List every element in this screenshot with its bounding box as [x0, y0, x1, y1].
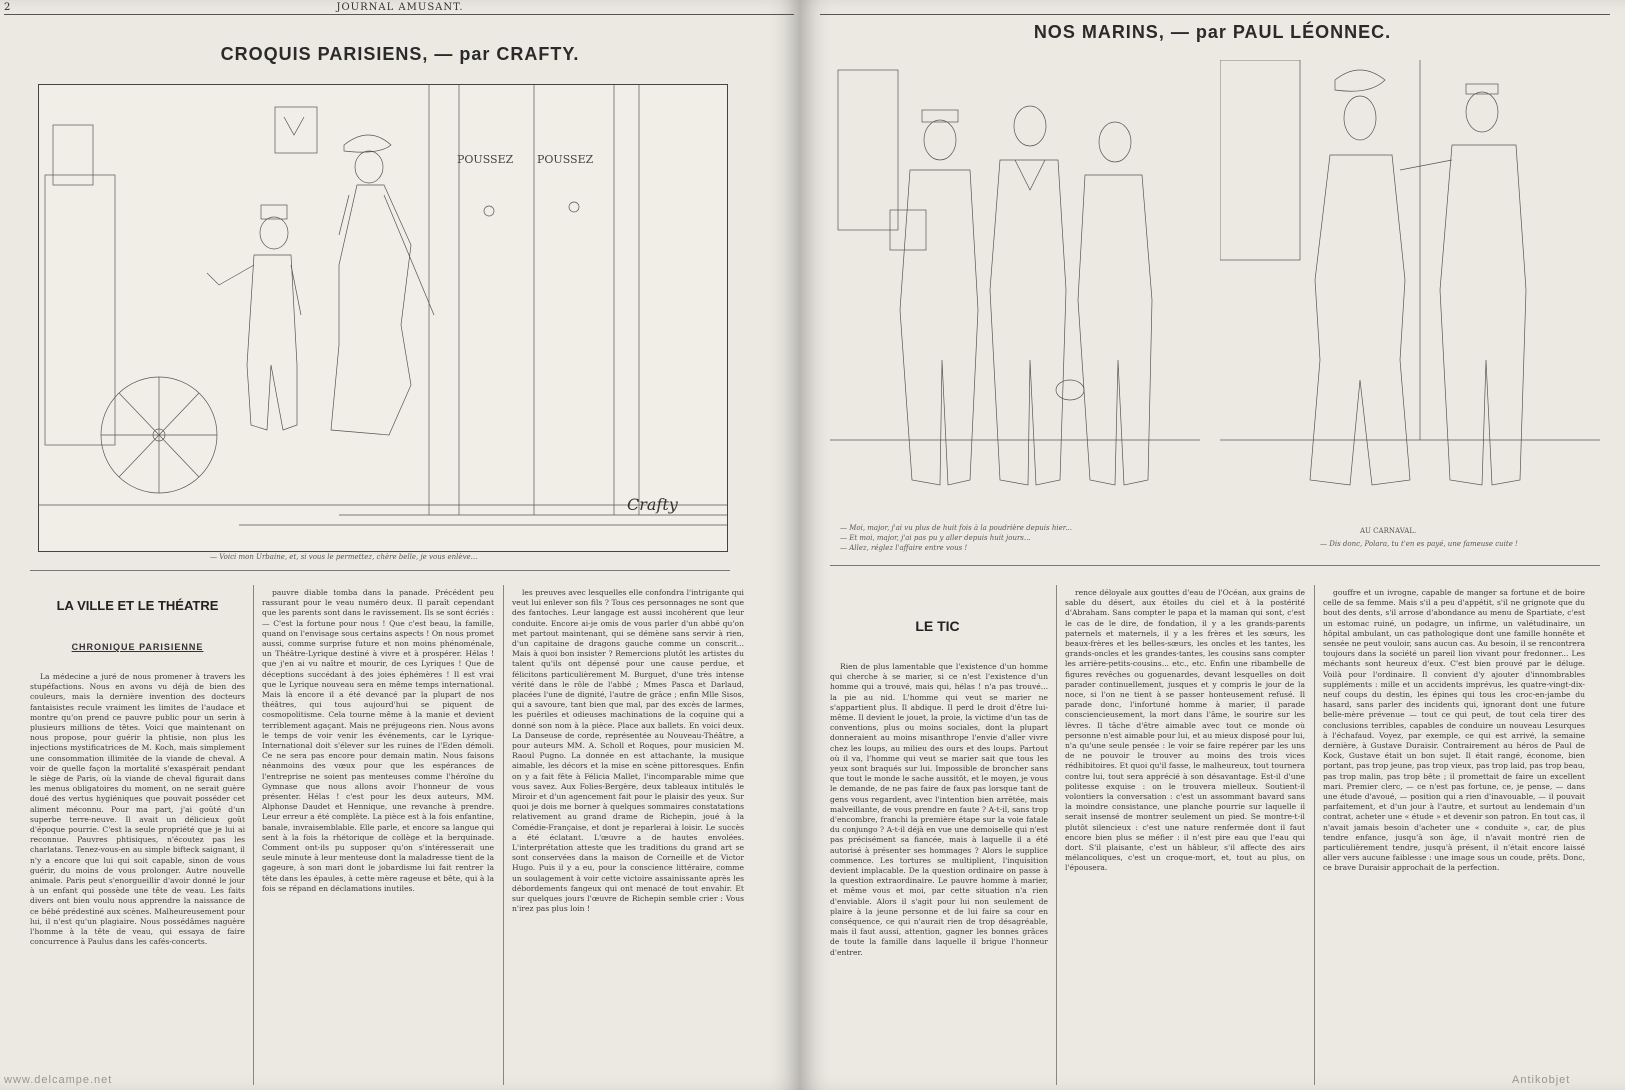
article-subtitle: CHRONIQUE PARISIENNE [71, 642, 204, 652]
cartoon-title-left: CROQUIS PARISIENS, — par CRAFTY. [220, 44, 580, 64]
text-column-5: rence déloyale aux gouttes d'eau de l'Océan, aux grains de sable du désert, aux étoiles du ciel et à la postérité d'Abraham. Sans compter le papa et la maman qui sont, c'est le cas de le dire, de fondation, il y a les grands-parents paternels et maternels, il y a les frères et les sœurs, les beaux-frères et les belles-sœurs, les oncles et les tantes, les grands-oncles et les grandes-tantes, les cousins sans compter les arrière-petits-cousins... etc., etc. Enfin une ribambelle de figures revêches ou goguenardes, devant lesquelles on doit parader continuellement, jusques et y compris le jour de la noce, si l'on ne tient à se passer honteusement refusé. Il parade donc, l'infortuné homme à marier, il parade consciencieusement, la mort dans l'âme, le sourire sur les lèvres. Il tâche d'être aimable avec tout ce monde où personne n'est aimable pour lui, et au mieux disposé pour lui, n'a qu'une seule pensée : le voir se faire repérer par les uns de ne pouvoir le trouver au moins des trois vices rédhibitoires. Et quoi qu'il fasse, le malheureux, tout tournera contre lui, tout sera apprécié à son désavantage. Est-il d'une politesse exquise : on le trouvera mielleux. Soutient-il volontiers la conversation : c'est un assommant bavard sans la moindre consistance, une planche pourrie sur laquelle il serait insensé de montrer seulement un pied. Se montre-t-il plutôt silencieux : c'est une nature renfermée dont il faut encore bien plus se méfier : il n'est pire eau que l'eau qui dort. S'il plaisante, c'est un hâbleur, s'il affecte des airs mélancoliques, c'est un croque-mort, et, tout au plus, on l'épousera. [1065, 588, 1305, 873]
text-column-6: gouffre et un ivrogne, capable de manger sa fortune et de boire celle de sa femme. Mais s'il a peu d'appétit, s'il ne grignote que du bout des dents, s'il arrose d'abondance au menu de Spartiate, c'est un estomac ruiné, un podagre, un infirme, un valétudinaire, un hôpital ambulant, un cas pathologique dont une famille honnête et sensée ne peut vouloir, sans aucun cas. Au besoin, il se rencontrera toujours dans la société un pareil lion vivant pour fredonner... Les méchants sont heureux d'eux. C'est bien prouvé par le déluge. Voilà pour l'ordinaire. Il convient d'y ajouter d'innombrables suppléments : mille et un accidents imprévus, les quatre-vingt-dix-neuf coups du destin, les épines qui tous les croc-en-jambe du hasard, sans parler des incidents qui, ignorant dont une future belle-mère prévenue — tout ce qui peut, de tout cela tirer des conclusions terribles, capables de conduire un nouveau Lesurques à l'échafaud. Voyez, par exemple, ce qui est arrivé, la semaine dernière, à Gustave Duraisir. Contrairement au héros de Paul de Kock, Gustave était un bon sujet. Il était rangé, économe, bien portant, pas trop jeune, pas trop vieux, pas trop laid, pas trop beau, pas trop malin, pas trop bête ; il promettait de faire un excellent mari. Premier clerc, — ce n'est pas fortune, ce, je pense, — dans une étude d'avoué, — position qui a rien d'inavouable, — il pouvait parfaitement, et d'un jour à l'autre, et surtout au lendemain d'un contrat, acheter une « étude » et devenir son patron. En tout cas, il n'avait jamais besoin d'acheter une « conduite », car, de plus tendre enfance, jusqu'à son âge, il n'avait montré rien de particulièrement tendre, jusqu'à présent, il n'était encore laissé aller vers aucune faiblesse : une image sous un coude, prêts. Donc, ce brave Duraisir approchait de la perfection. [1323, 588, 1585, 873]
cartoon-panel-sailors [830, 60, 1200, 520]
svg-text:POUSSEZ: POUSSEZ [457, 153, 514, 166]
column-rule [503, 585, 504, 1085]
artist-signature: Crafty [627, 495, 678, 514]
caption-sailors-1: — Moi, major, j'ai vu plus de huit fois à la poudrière depuis hier... [840, 524, 1072, 532]
cartoon-title-right: NOS MARINS, — par PAUL LÉONNEC. [1033, 22, 1392, 42]
text-column-3: les preuves avec lesquelles elle confondra l'intrigante qui veut lui enlever son fils ? Tous ces personnages ne sont que des fantoches. Leur langage est aussi incohérent que leur conduite. Encore ai-je omis de vous parler d'un abbé qu'on met partout maintenant, qui se démène sans servir à rien, d'un capitaine de dragons gauche comme un conscrit... Mais à quoi bon insister ? Remercions plutôt les artistes du talent qu'ils ont dépensé pour une cause perdue, et félicitons particulièrement M. Burguet, d'une très intense vérité dans le rôle de l'abbé ; Mmes Pasca et Darlaud, placées l'une de dignité, l'autre de grâce ; enfin Mlle Sisos, qui a savoure, tant bien que mal, par des excès de larmes, les puériles et odieuses machinations de la coquine qui a donné son nom à la pièce. Place aux ballets. En voici deux. La Danseuse de corde, représentée au Nouveau-Théâtre, a pour auteurs MM. A. Scholl et Roques, pour musicien M. Raoul Pugno. La donnée en est attachante, la musique aimable, les décors et la mise en scène pittoresques. Enfin on y a fait fête à Félicia Mallet, l'incomparable mime que vous savez. Aux Folies-Bergère, deux tableaux intitulés le Miroir et d'un agencement fait pour le plaisir des yeux. Sur quoi je dois me borner à quelques sommaires constatations relativement au grand drame de Richepin, joué à la Comédie-Française, et dont je reparlerai à loisir. Le succès a été éclatant. L'œuvre a de hautes envolées. L'interprétation atteste que les traditions du grand art se sont conservées dans la maison de Corneille et de Victor Hugo. Puis il y a eu, pour la conscience littéraire, comme un soulagement à voir cette victoire assainissante après les débordements fangeux qui ont menacé de tout envahir. Et sur quelques jours l'œuvre de Richepin semble crier : Vous n'irez pas plus loin ! [512, 588, 744, 914]
running-head: JOURNAL AMUSANT. [336, 2, 464, 13]
caption-carnaval: — Dis donc, Polara, tu t'en es payé, une fameuse cuite ! [1320, 540, 1518, 548]
text-column-1: La médecine a juré de nous promener à travers les stupéfactions. Nous en avons vu déjà de bien des couleurs, mais la dernière invention des docteurs fantaisistes recule vraiment les limites de l'audace et montre qu'on prend ce pauvre public pour un serin à plusieurs millions de têtes. Voici que maintenant on nous propose, pour guérir la phtisie, non plus les injections mystificatrices de M. Koch, mais simplement une consommation illimitée de la viande de cheval. A voir de quelle façon la mortalité s'exaspérait pendant le siège de Paris, où la viande de cheval figurait dans les menus obligatoires du moment, on ne serait guère doué des vertus hygiéniques que pouvait posséder cet aliment méconnu. Pour ma part, j'ai goûté d'un superbe terre-neuve. Il avait un délicieux goût d'époque pourrie. C'est la seule propriété que je lui ai reconnue. Pauvres phtisiques, n'écoutez pas les charlatans. Tenez-vous-en au simple bifteck saignant, il n'y a encore que lui qui soit capable, sinon de vous guérir, du moins de vous prolonger. Autre nouvelle animale. Paris peut s'enorgueillir d'avoir donné le jour à un enfant qui possède une tête de veau. Les faits divers ont bien voulu nous apprendre la naissance de ce bébé prédestiné aux scènes. Malheureusement pour lui, il n'est qu'un plagiaire. Nous possédâmes naguère l'homme à la tête de veau, qui essaya de faire concurrence à Paulus dans les cafés-concerts. [30, 672, 245, 947]
column-rule [1056, 585, 1057, 1085]
left-page [0, 0, 800, 1090]
header-rule [4, 14, 794, 15]
caption-carnaval-title: AU CARNAVAL. [1360, 527, 1417, 535]
right-page [800, 0, 1625, 1090]
article-title-left: LA VILLE ET LE THÉATRE [56, 598, 219, 613]
page-number: 2 [4, 2, 11, 13]
text-column-4: Rien de plus lamentable que l'existence d'un homme qui cherche à se marier, si ce n'est l'existence d'un homme qui a trouvé, mais qui, hélas ! n'a pas trouvé... la pie au nid. L'homme qui veut se marier ne s'appartient plus. Il abdique. Il perd le droit d'être lui-même. Il devient le jouet, la proie, la victime d'un tas de conventions, plus ou moins sociales, dont la plupart donneraient au moins misanthrope l'envie d'aller vivre chez les loups, au milieu des ours et des loups. Partout où il va, l'homme qui veut se marier sait que tous les yeux sont braqués sur lui. Impossible de broncher sans que tout le monde le sache aussitôt, et le moyen, je vous le demande, de ne pas faire de faux pas lorsque tant de gens vous regardent, avec l'intention bien arrêtée, mais malveillante, de vous prendre en faute ? A-t-il, sans trop d'encombre, franchi la première étape sur la voie fatale du conjungo ? A-t-il déjà en vue une demoiselle qui n'est pas précisément sa fiancée, mais à laquelle il a été autorisé à présenter ses hommages ? Alors le supplice commence. Les tortures se multiplient, l'inquisition devient implacable. De la question ordinaire on passe à la question extraordinaire. Le pauvre homme à marier, et même vous et moi, par cette situation n'a rien d'enviable. Alors il s'agit pour lui non seulement de plaire à la jeune personne et de lui faire sa cour en conséquence, ce qui n'aurait rien de trop désagréable, mais il faut aussi, attention, gagner les bonnes grâces de toute la famille dans laquelle il brigue l'honneur d'entrer. [830, 662, 1048, 957]
cartoon-caption-left: — Voici mon Urbaine, et, si vous le permettez, chère belle, je vous enlève... [210, 553, 478, 561]
column-rule [253, 585, 254, 1085]
svg-text:POUSSEZ: POUSSEZ [537, 153, 594, 166]
watermark-antikobjet: Antikobjet [1512, 1074, 1571, 1086]
cartoon-illustration [39, 85, 727, 551]
section-rule [30, 570, 730, 571]
cartoon-panel-carnaval [1220, 60, 1600, 520]
watermark-delcampe: www.delcampe.net [4, 1074, 113, 1086]
cartoon-croquis-parisiens [38, 84, 728, 552]
column-rule [1314, 585, 1315, 1085]
article-title-right: LE TIC [915, 618, 960, 634]
text-column-2: pauvre diable tomba dans la panade. Précédent peu rassurant pour le veau numéro deux. Il paraît cependant que les parents sont dans le ravissement. Ils se sont écriés : — C'est la fortune pour nous ! Que c'est beau, la famille, quand on l'envisage sous certains aspects ! On nous promet aussi, comme surprise future et non moins phénoménale, un Théâtre-Lyrique destiné à vivre et à prospérer. Hélas ! que j'en ai vu naître et mourir, de ces Lyriques ! Que de déceptions succédant à des joies éphémères ! Il est vrai que le Lyrique nouveau sera en même temps international. Mais là encore il a été devancé par la plupart de nos théâtres, qui tous aujourd'hui se piquent de cosmopolitisme. Cela tourne même à la manie et devient terriblement agaçant. Mais ne préjugeons rien. Nous avons le temps de voir venir les événements, car le Lyrique-International doit s'élever sur les ruines de l'Eden démoli. Ce ne sera pas encore pour demain matin. Nous faisons néanmoins des vœux pour que les espérances de l'entreprise ne soient pas menteuses comme l'héroïne du Gymnase que nous allons avoir l'honneur de vous présenter. Hélas ! c'est pour les deux auteurs, MM. Alphonse Daudet et Hennique, une revanche à prendre. Leur erreur a été complète. La pièce est à la fois enfantine, banale, invraisemblable. Elle parle, et encore sa langue qui sent à la fois la rhétorique de collège et la berquinade. Comment ont-ils pu supposer qu'on s'intéresserait une seule minute à leur menteuse dont la maladresse tient de la gageure, à son mari dont le jobardisme lui fait rentrer la tête dans les épaules, à cette mère rageuse et bête, qui à la fois se répand en déclamations inutiles. [262, 588, 494, 893]
caption-sailors-3: — Allez, réglez l'affaire entre vous ! [840, 544, 968, 552]
header-rule [820, 14, 1610, 15]
section-rule [830, 565, 1600, 566]
caption-sailors-2: — Et moi, major, j'ai pas pu y aller depuis huit jours... [840, 534, 1031, 542]
